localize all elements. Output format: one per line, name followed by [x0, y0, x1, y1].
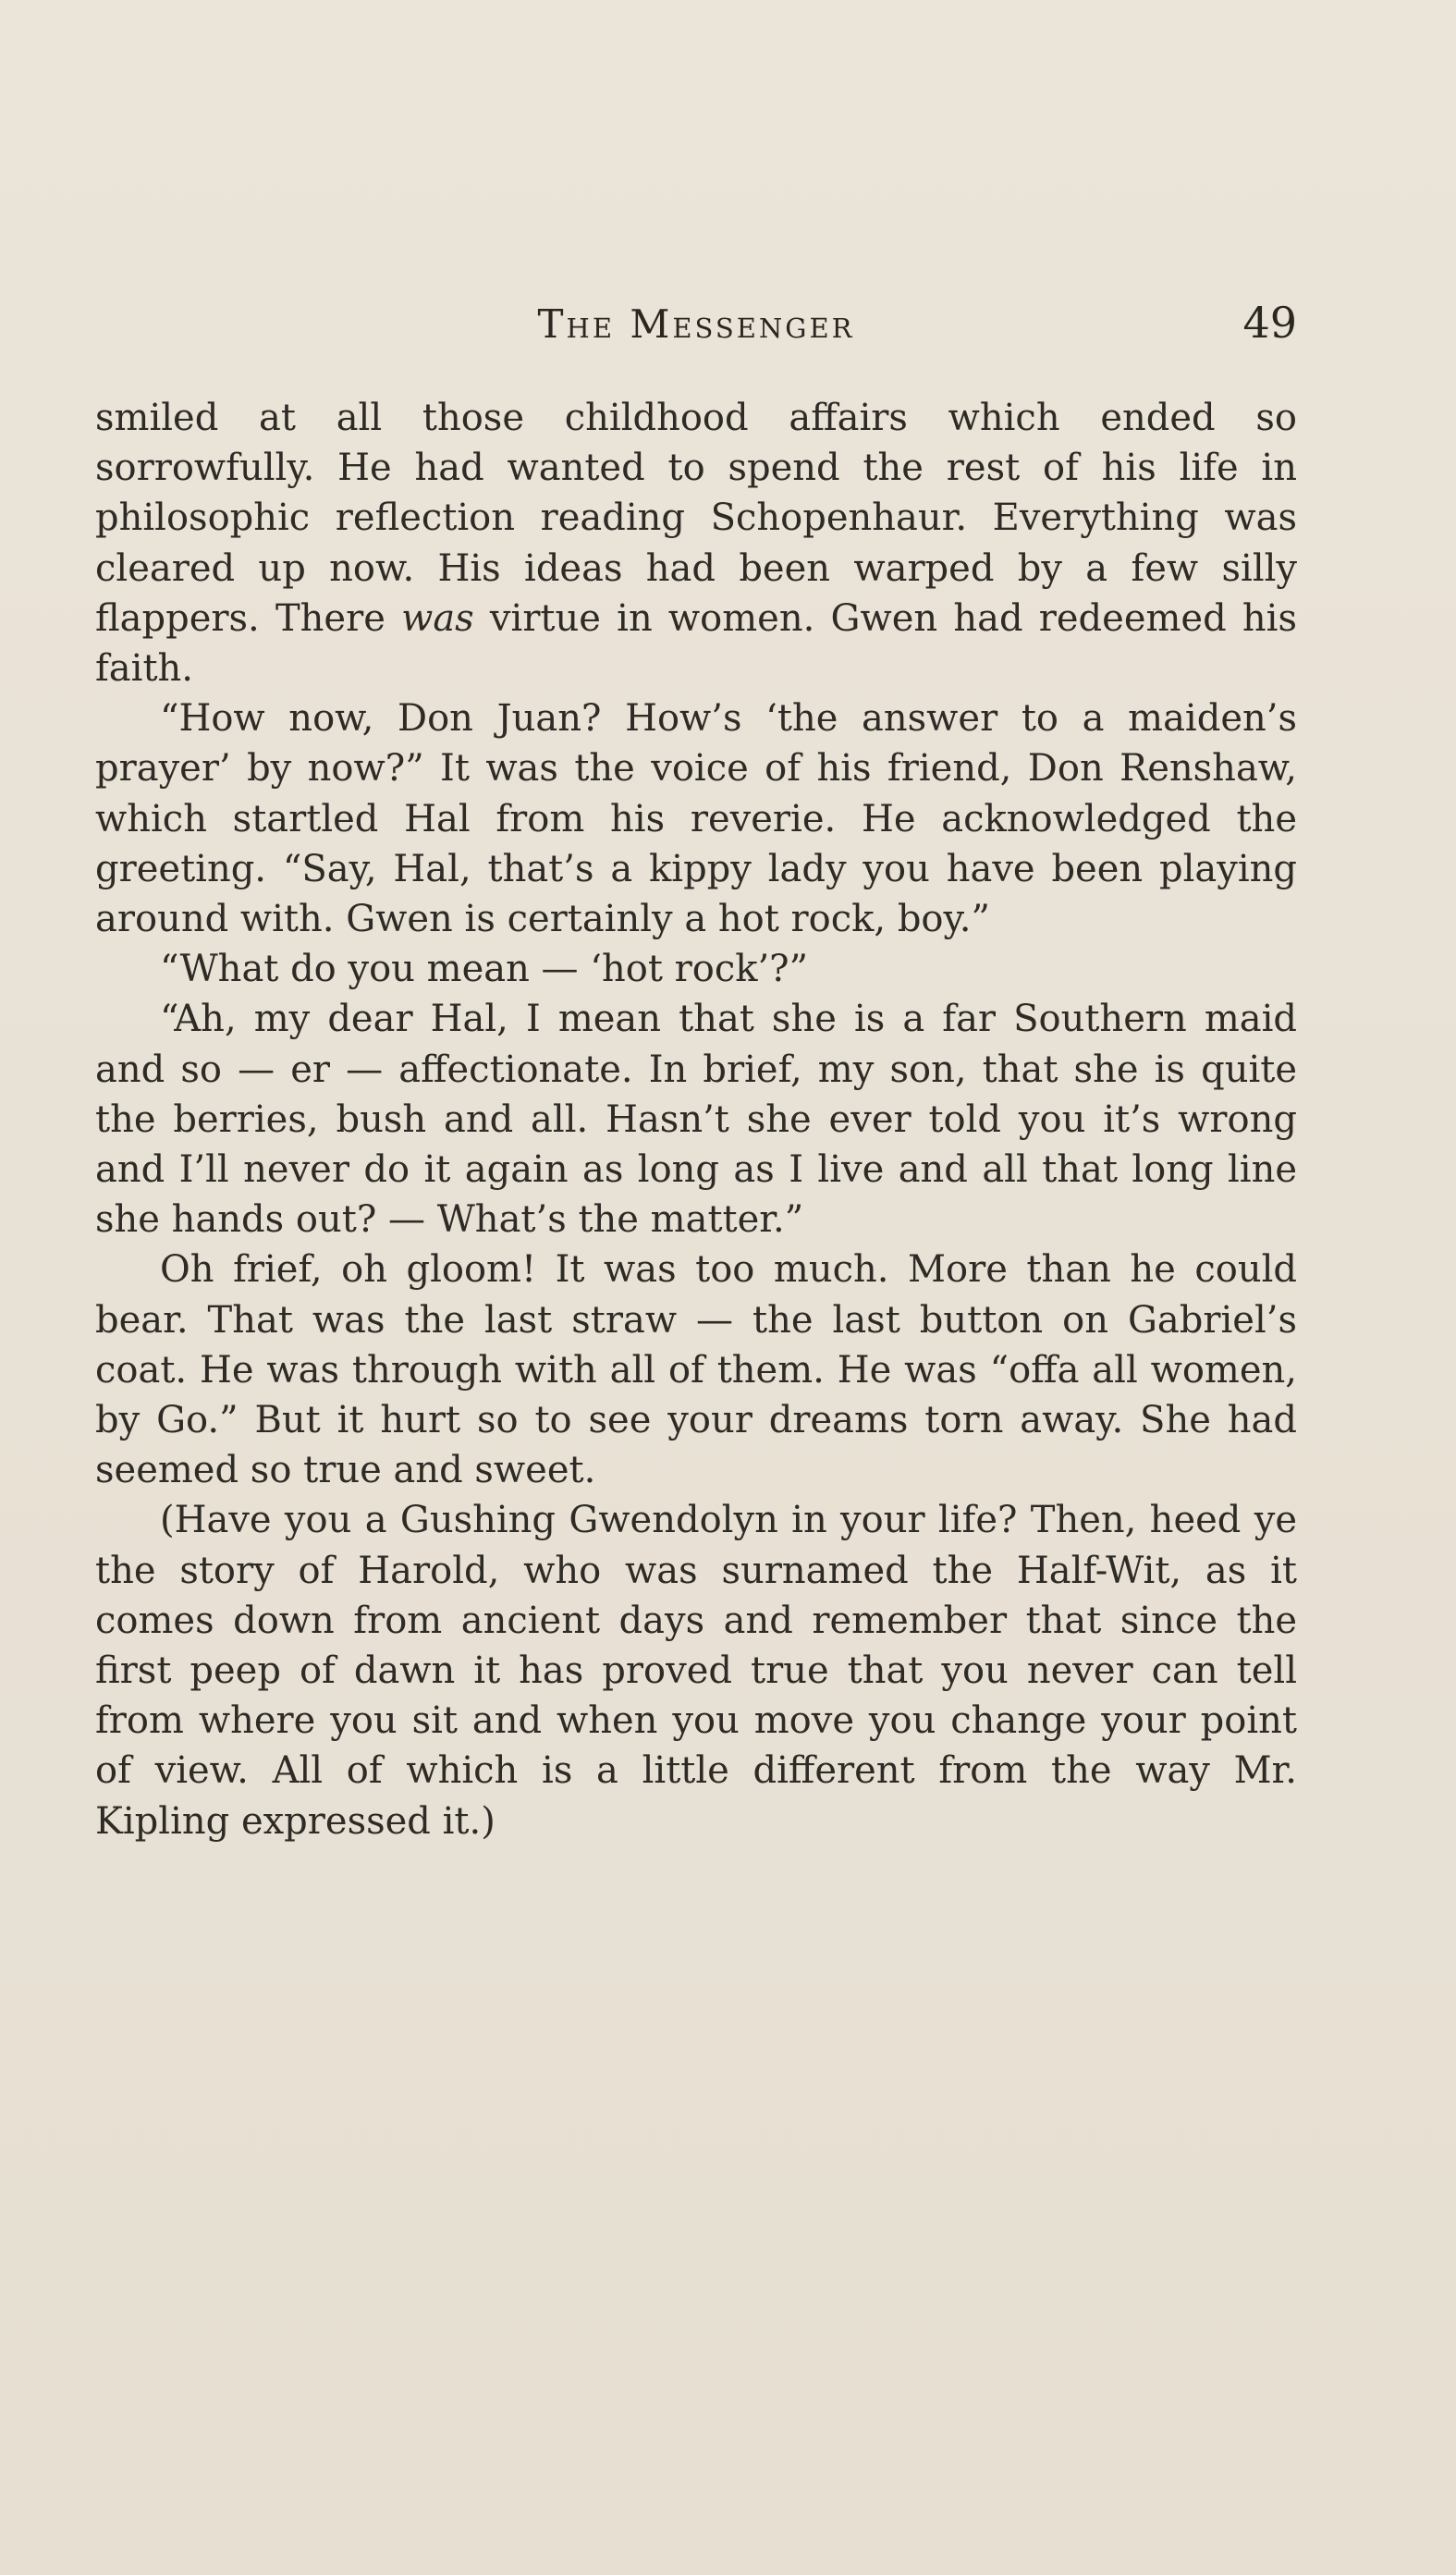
- paragraph-5: Oh frief, oh gloom! It was too much. More than he could bear. That was the last straw — the last button on Gabriel’s coat. He was through with all of them. He was “offa all women, by Go.” But it hurt so to see your dreams torn away. She had seemed so true and sweet.: [95, 1248, 1297, 1492]
- body-text: [95, 393, 1297, 1846]
- page-number: 49: [1242, 298, 1297, 348]
- emphasized-word: was: [401, 596, 474, 640]
- paragraph-1: [95, 393, 1297, 693]
- paragraph-6: (Have you a Gushing Gwendolyn in your life? Then, heed ye the story of Harold, who was surnamed the Half-Wit, as it comes down from ancient days and remember that since the first peep of dawn it has proved true that you never can tell from where you sit and when you move you change your point of view. All of which is a little different from the way Mr. Kipling expressed it.): [95, 1499, 1297, 1843]
- paragraph-1-text-end: virtue in women. Gwen had redeemed his faith.: [95, 596, 1297, 691]
- running-head: [95, 294, 1297, 359]
- running-title: The Messenger: [537, 301, 855, 347]
- paragraph-4: “Ah, my dear Hal, I mean that she is a far Southern maid and so — er — affectionate. In brief, my son, that she is quite the berries, bush and all. Hasn’t she ever told you it’s wrong and I’ll never do it again as long as I live and all that long line she hands out? — What’s the matter.”: [95, 998, 1297, 1242]
- paragraph-3: “What do you mean — ‘hot rock’?”: [160, 948, 809, 991]
- paragraph-2: “How now, Don Juan? How’s ‘the answer to a maiden’s prayer’ by now?” It was the voice of his friend, Don Renshaw, which startled Hal from his reverie. He acknowledged the greeting. “Say, Hal, that’s a kippy lady you have been playing around with. Gwen is certainly a hot rock, boy.”: [95, 697, 1297, 941]
- paragraph-1-text: smiled at all those childhood affairs which ended so sorrowfully. He had wanted to spend the rest of his life in philosophic reflection reading Schopenhaur. Everything was cleared up now. His ideas had been warped by a few silly flappers. There: [95, 397, 1297, 640]
